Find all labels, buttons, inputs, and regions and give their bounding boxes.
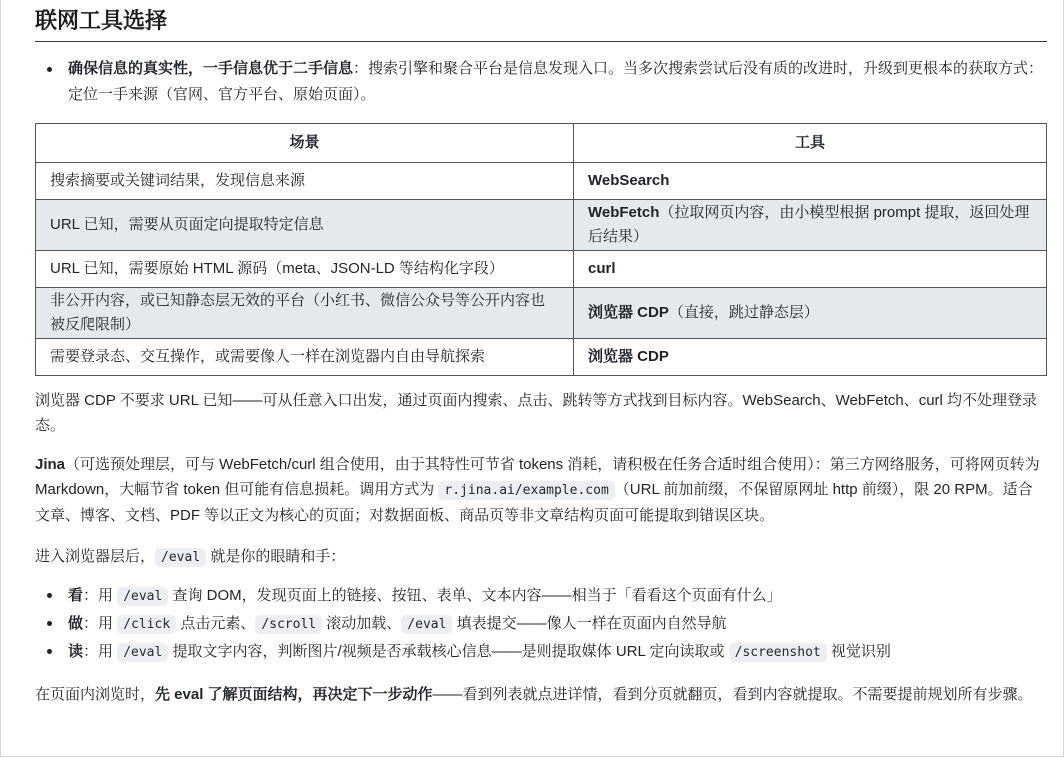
page-title: 联网工具选择	[35, 0, 1047, 42]
table-row	[36, 339, 1047, 376]
table-row	[36, 200, 1047, 251]
cell-tool	[574, 163, 1047, 200]
tool-name: WebSearch	[588, 172, 670, 189]
header-scenario: 场景	[36, 124, 574, 163]
closing-text-after: ——看到列表就点进详情，看到分页就翻页，看到内容就提取。不需要提前规划所有步骤。	[432, 686, 1033, 703]
jina-text-before: （可选预处理层，可与 WebFetch/curl 组合使用，由于其特性可节省 tokens 消耗，请积极在任务合适时组合使用）：第三方网络服务，可将网页转为 Markdown，大幅节省 token 但可能有信息损耗。调用方式为	[35, 456, 1040, 498]
command-code: /eval	[401, 615, 452, 634]
table-row	[36, 251, 1047, 288]
step-text: ：用	[83, 615, 118, 632]
tool-name: 浏览器 CDP	[588, 348, 669, 365]
closing-paragraph	[35, 682, 1047, 707]
step-text: 查询 DOM，发现页面上的链接、按钮、表单、文本内容——相当于「看看这个页面有什么」	[168, 587, 782, 604]
jina-text-after: （URL 前加前缀，不保留原网址 http 前缀），限 20 RPM。适合文章、博客、文档、PDF 等以正文为核心的页面；对数据面板、商品页等非文章结构页面可能提取到错误区块。	[35, 481, 1033, 524]
bullet-dot-icon	[47, 621, 52, 626]
jina-paragraph	[35, 452, 1047, 528]
tool-note: （直接，跳过静态层）	[668, 304, 819, 321]
jina-url-code: r.jina.ai/example.com	[438, 481, 614, 500]
bullet-dot-icon	[47, 649, 52, 654]
document-content	[35, 0, 1047, 707]
cell-tool	[574, 251, 1047, 288]
list-item-do	[35, 610, 1047, 638]
tool-name: curl	[588, 260, 616, 277]
step-text: 填表提交——像人一样在页面内自然导航	[452, 615, 727, 632]
command-code: /eval	[117, 587, 168, 606]
cdp-note-paragraph: 浏览器 CDP 不要求 URL 已知——可从任意入口出发，通过页面内搜索、点击、跳转等方式找到目标内容。WebSearch、WebFetch、curl 均不处理登录态。	[35, 392, 1038, 434]
step-text: ：用	[83, 643, 118, 660]
step-label: 看	[68, 587, 84, 604]
tool-name: WebFetch	[588, 204, 660, 221]
cell-scenario: 搜索摘要或关键词结果，发现信息来源	[36, 163, 574, 200]
step-label: 读	[68, 643, 84, 660]
cell-scenario: URL 已知，需要从页面定向提取特定信息	[36, 200, 574, 251]
closing-text: 在页面内浏览时，	[35, 686, 156, 703]
command-code: /click	[117, 615, 176, 634]
intro-text-after: 就是你的眼睛和手：	[206, 548, 346, 565]
intro-text: 进入浏览器层后，	[35, 548, 156, 565]
cell-tool	[574, 339, 1047, 376]
step-text: 点击元素、	[176, 615, 256, 632]
tool-name: 浏览器 CDP	[588, 304, 669, 321]
jina-label: Jina	[35, 456, 66, 473]
step-text: 提取文字内容，判断图片/视频是否承载核心信息——是则提取媒体 URL 定向读取或	[168, 643, 729, 660]
tool-selection-table	[35, 123, 1047, 376]
browser-intro-paragraph	[35, 544, 1047, 570]
eval-code: /eval	[155, 548, 206, 567]
command-code: /screenshot	[729, 643, 827, 662]
command-code: /scroll	[255, 615, 322, 634]
cell-scenario: 需要登录态、交互操作，或需要像人一样在浏览器内自由导航探索	[36, 339, 574, 376]
table-header-row	[36, 124, 1047, 163]
bullet-dot-icon	[47, 593, 52, 598]
cell-scenario: URL 已知，需要原始 HTML 源码（meta、JSON-LD 等结构化字段）	[36, 251, 574, 288]
tool-note: （拉取网页内容，由小模型根据 prompt 提取，返回处理后结果）	[588, 204, 1030, 245]
table-row	[36, 163, 1047, 200]
step-text: 视觉识别	[826, 643, 891, 660]
step-text: 滚动加载、	[322, 615, 402, 632]
step-label: 做	[68, 615, 84, 632]
principle-bullet	[35, 56, 1047, 108]
bullet-dot-icon	[47, 67, 52, 72]
header-tool: 工具	[574, 124, 1047, 163]
command-code: /eval	[117, 643, 168, 662]
principle-bold: 确保信息的真实性，一手信息优于二手信息	[68, 60, 354, 77]
cell-tool	[574, 200, 1047, 251]
table-row	[36, 288, 1047, 339]
browser-steps-list	[35, 582, 1047, 666]
list-item-look	[35, 582, 1047, 610]
cell-scenario: 非公开内容，或已知静态层无效的平台（小红书、微信公众号等公开内容也被反爬限制）	[36, 288, 574, 339]
step-text: ：用	[83, 587, 118, 604]
principle-text: ：搜索引擎和聚合平台是信息发现入口。当多次搜索尝试后没有质的改进时，升级到更根本的获取方式：定位一手来源（官网、官方平台、原始页面）。	[68, 60, 1044, 103]
cell-tool	[574, 288, 1047, 339]
closing-bold: 先 eval 了解页面结构，再决定下一步动作	[155, 686, 433, 703]
list-item-read	[35, 638, 1047, 666]
